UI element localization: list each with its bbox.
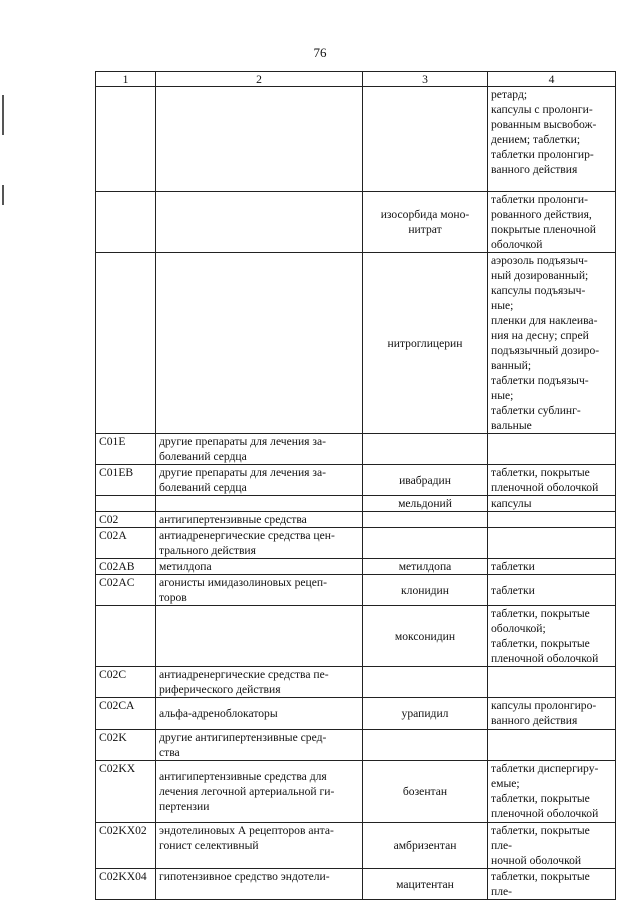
dosage-forms: таблетки, покрытые пленочной оболочкой — [488, 465, 616, 496]
atc-code: C01EB — [96, 465, 156, 496]
drug-name — [363, 528, 488, 559]
atc-code: C02AB — [96, 559, 156, 575]
drug-name — [363, 87, 488, 192]
table-row — [96, 528, 616, 559]
drug-name: урапидил — [363, 698, 488, 730]
group-name: метилдопа — [156, 559, 363, 575]
table-row — [96, 761, 616, 823]
table-row — [96, 496, 616, 512]
drug-name — [363, 434, 488, 465]
dosage-forms: таблетки, покрытые оболочкой; таблетки, покрытые пленочной оболочкой — [488, 606, 616, 667]
dosage-forms: ретард; капсулы с пролонги- рованным высвобож- дением; таблетки; таблетки пролонгир- ванного действия — [488, 87, 616, 192]
table-row — [96, 87, 616, 192]
dosage-forms: таблетки — [488, 559, 616, 575]
table-row — [96, 512, 616, 528]
atc-code: C02KX — [96, 761, 156, 823]
group-name: антигипертензивные средства — [156, 512, 363, 528]
group-name: антиадренергические средства цен- трального действия — [156, 528, 363, 559]
drug-name: амбризентан — [363, 823, 488, 869]
group-name: альфа-адреноблокаторы — [156, 698, 363, 730]
dosage-forms: таблетки, покрытые пле- ночной оболочкой — [488, 823, 616, 869]
drug-name: мельдоний — [363, 496, 488, 512]
header-col-3: 3 — [363, 72, 488, 87]
drug-name: нитроглицерин — [363, 253, 488, 434]
group-name: антигипертензивные средства для лечения легочной артериальной ги- пертензии — [156, 761, 363, 823]
group-name — [156, 496, 363, 512]
group-name — [156, 192, 363, 253]
drug-name: изосорбида моно- нитрат — [363, 192, 488, 253]
atc-code: C02AC — [96, 575, 156, 606]
scan-edge-mark-top — [2, 95, 4, 135]
group-name: другие препараты для лечения за- болеваний сердца — [156, 434, 363, 465]
table-row — [96, 730, 616, 761]
atc-code — [96, 192, 156, 253]
page-number: 76 — [313, 45, 327, 60]
atc-code — [96, 606, 156, 667]
scan-edge-mark-bottom — [2, 185, 4, 205]
dosage-forms — [488, 434, 616, 465]
group-name — [156, 253, 363, 434]
atc-code: C01E — [96, 434, 156, 465]
dosage-forms — [488, 528, 616, 559]
group-name: эндотелиновых А рецепторов анта- гонист селективный — [156, 823, 363, 869]
atc-code — [96, 496, 156, 512]
group-name: другие препараты для лечения за- болеваний сердца — [156, 465, 363, 496]
dosage-forms: таблетки пролонги- рованного действия, покрытые пленочной оболочкой — [488, 192, 616, 253]
dosage-forms — [488, 667, 616, 698]
drug-name: моксонидин — [363, 606, 488, 667]
drug-table-container — [95, 71, 615, 900]
table-row — [96, 869, 616, 900]
table-row — [96, 434, 616, 465]
table-row — [96, 559, 616, 575]
group-name: другие антигипертензивные сред- ства — [156, 730, 363, 761]
dosage-forms: таблетки — [488, 575, 616, 606]
drug-name: метилдопа — [363, 559, 488, 575]
dosage-forms: таблетки диспергиру- емые; таблетки, покрытые пленочной оболочкой — [488, 761, 616, 823]
dosage-forms: аэрозоль подъязыч- ный дозированный; капсулы подъязыч- ные; пленки для наклеива- ния на десну; спрей подъязычный дозиро- ванный; таблетки подъязыч- ные; таблетки сублинг- вальные — [488, 253, 616, 434]
table-row — [96, 192, 616, 253]
atc-code — [96, 87, 156, 192]
drug-name: клонидин — [363, 575, 488, 606]
atc-code: C02C — [96, 667, 156, 698]
dosage-forms — [488, 512, 616, 528]
atc-code: C02A — [96, 528, 156, 559]
group-name — [156, 87, 363, 192]
atc-code: C02 — [96, 512, 156, 528]
drug-table — [95, 71, 616, 900]
table-row — [96, 606, 616, 667]
table-row — [96, 698, 616, 730]
header-col-4: 4 — [488, 72, 616, 87]
header-col-1: 1 — [96, 72, 156, 87]
atc-code: C02KX02 — [96, 823, 156, 869]
drug-name: ивабрадин — [363, 465, 488, 496]
table-row — [96, 667, 616, 698]
group-name: агонисты имидазолиновых рецеп- торов — [156, 575, 363, 606]
drug-name: бозентан — [363, 761, 488, 823]
table-header-row — [96, 72, 616, 87]
atc-code: C02K — [96, 730, 156, 761]
atc-code — [96, 253, 156, 434]
drug-name — [363, 667, 488, 698]
table-row — [96, 465, 616, 496]
dosage-forms: таблетки, покрытые пле- — [488, 869, 616, 900]
atc-code: C02KX04 — [96, 869, 156, 900]
drug-name — [363, 512, 488, 528]
table-row — [96, 823, 616, 869]
dosage-forms — [488, 730, 616, 761]
group-name: гипотензивное средство эндотели- — [156, 869, 363, 900]
group-name — [156, 606, 363, 667]
drug-name — [363, 730, 488, 761]
table-row — [96, 575, 616, 606]
drug-name: мацитентан — [363, 869, 488, 900]
atc-code: C02CA — [96, 698, 156, 730]
table-row — [96, 253, 616, 434]
dosage-forms: капсулы пролонгиро- ванного действия — [488, 698, 616, 730]
group-name: антиадренергические средства пе- риферического действия — [156, 667, 363, 698]
header-col-2: 2 — [156, 72, 363, 87]
dosage-forms: капсулы — [488, 496, 616, 512]
